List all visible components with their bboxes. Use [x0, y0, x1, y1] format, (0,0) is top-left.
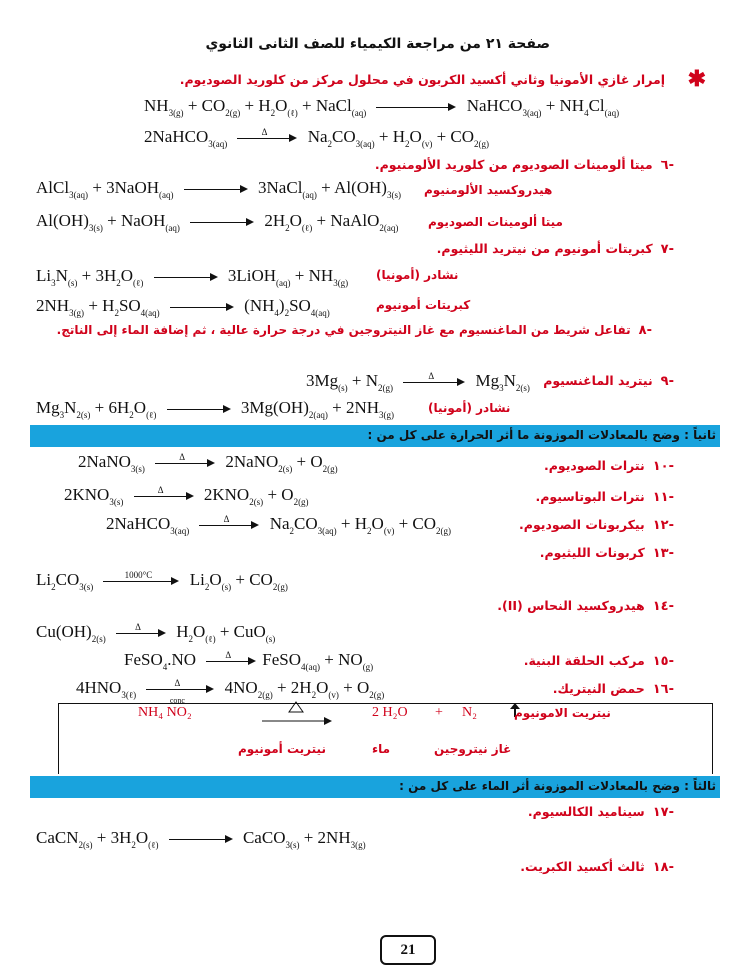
equation-2: 2NaHCO$_{3(aq)}$ Δ $Na_2CO_{3(aq)} + H_2O_{(v)} + CO_{2(g)}$ — [144, 127, 490, 149]
reaction-arrow — [170, 300, 234, 314]
reaction-arrow: Δ — [237, 131, 297, 145]
reaction-arrow: Δ — [116, 626, 166, 640]
box-title: نيتريت الامونيوم — [514, 706, 611, 720]
section-3-header — [30, 776, 720, 798]
label-ammonia-2: نشادر (أمونيا) — [428, 401, 511, 415]
item-8: -٨تفاعل شريط من الماغنسيوم مع غاز النيتروجين في درجة حرارة عالية ، ثم إضافة الماء إلى الناتج. — [56, 323, 652, 338]
equation-14: FeSO$_4$.NO Δ FeSO$_{4(aq)}$ + $NO_{(g)}$ — [124, 650, 374, 672]
box-reactant: NH₄ NO₂ — [138, 705, 192, 720]
item-18: -١٨ثالث أكسيد الكبريت. — [520, 859, 674, 875]
item-13: -١٣كربونات الليثيوم. — [539, 545, 674, 561]
page-title: صفحة ٢١ من مراجعة الكيمياء للصف الثانى الثانوي — [205, 36, 550, 52]
equation-1: $NH_{3(g)} + CO_{2(g)} + H_2O_{(\ell)}$ + NaCl$_{(aq)}$ NaHCO$_{3(aq)}$ + $NH_4Cl_{(aq)}$ — [144, 96, 620, 118]
item-17: -١٧سيناميد الكالسيوم. — [527, 804, 674, 820]
section-2-title: ثانياً : وضح بالمعادلات الموزونة ما أثر الحرارة على كل من : — [367, 428, 716, 442]
label-ammonium-sulfate: كبريتات أمونيوم — [376, 298, 471, 312]
reaction-arrow — [169, 832, 233, 846]
equation-8: $Mg_3N_{2(s)} + 6H_2O_{(\ell)}$ $3Mg(OH)_{2(aq)} + 2NH_{3(g)}$ — [36, 398, 395, 420]
triangle-icon — [288, 700, 304, 718]
section-3-title: ثالثاً : وضح بالمعادلات الموزونة أثر الماء على كل من : — [399, 779, 716, 793]
equation-5: $Li_3N_{(s)} + 3H_2O_{(\ell)}$ 3LiOH$_{(aq)}$ + $NH_{3(g)}$ — [36, 266, 349, 288]
box-label-water: ماء — [372, 742, 391, 756]
equation-7: $3Mg_{(s)} + N_{2(g)}$ Δ $Mg_3N_{2(s)}$ — [306, 371, 530, 393]
label-ammonia-1: نشادر (أمونيا) — [376, 268, 459, 282]
reaction-arrow — [376, 100, 456, 114]
item-15: -١٥مركب الحلقة البنية. — [523, 653, 674, 669]
equation-4: $Al(OH)_{3(s)}$ + NaOH$_{(aq)}$ $2H_2O_{(\ell)}$ + NaAlO$_{2(aq)}$ — [36, 211, 399, 233]
equation-15: $4HNO_{3(\ell)}$ Δ conc $4NO_{2(g)} + 2H_2O_{(v)} + O_{2(g)}$ — [76, 678, 385, 706]
item-7: -٧كبريتات أمونيوم من نيتريد الليثيوم. — [436, 241, 674, 257]
box-plus: + — [435, 705, 443, 720]
reaction-arrow: Δ — [155, 456, 215, 470]
item-10: -١٠نترات الصوديوم. — [543, 458, 674, 474]
equation-10: $2KNO_{3(s)}$ Δ $2KNO_{2(s)} + O_{2(g)}$ — [64, 485, 309, 507]
reaction-arrow: Δ conc — [146, 682, 214, 696]
reaction-arrow: Δ — [199, 518, 259, 532]
reaction-arrow — [190, 215, 254, 229]
equation-11: 2NaHCO$_{3(aq)}$ Δ $Na_2CO_{3(aq)} + H_2O_{(v)} + CO_{2(g)}$ — [106, 514, 452, 536]
box-label-nitrogen: غاز نيتروجين — [434, 742, 512, 756]
box-product-nitrogen: N₂ — [462, 705, 477, 720]
item-9: -٩نيتريد الماغنسيوم — [543, 373, 674, 389]
reaction-arrow: Δ — [134, 489, 194, 503]
page-number: 21 — [380, 935, 436, 965]
item-14: -١٤هيدروكسيد النحاس (II). — [497, 598, 674, 614]
reaction-arrow: Δ — [403, 375, 465, 389]
label-sodium-meta-aluminate: ميتا ألومينات الصوديوم — [428, 215, 563, 229]
section-2-header — [30, 425, 720, 447]
item-11: -١١نترات البوتاسيوم. — [535, 489, 674, 505]
star-icon: ✱ — [687, 66, 706, 91]
equation-16: CaCN$_{2(s)}$ + $3H_2O_{(\ell)}$ CaCO$_{3(s)}$ + $2NH_{3(g)}$ — [36, 828, 366, 850]
equation-3: AlCl$_{3(aq)}$ + 3NaOH$_{(aq)}$ 3NaCl$_{(aq)}$ + $Al(OH)_{3(s)}$ — [36, 178, 401, 200]
reaction-arrow: Δ — [206, 654, 256, 668]
box-product-water: 2 H₂O — [372, 705, 408, 720]
star-item-text: إمرار غازي الأمونيا وثاني أكسيد الكربون في محلول مركز من كلوريد الصوديوم. — [179, 72, 665, 87]
equation-9: 2NaNO$_{3(s)}$ Δ 2NaNO$_{2(s)}$ + $O_{2(g)}$ — [78, 452, 338, 474]
box-label-ammonium-nitrite: نيتريت أمونيوم — [238, 742, 326, 756]
reaction-arrow — [167, 402, 231, 416]
equation-12: $Li_2CO_{3(s)}$ 1000°C $Li_2O_{(s)} + CO_{2(g)}$ — [36, 570, 288, 592]
equation-6: $2NH_{3(g)} + H_2SO_{4(aq)}$ $(NH_4)_2SO_{4(aq)}$ — [36, 296, 330, 318]
item-16: -١٦حمض النيتريك. — [552, 681, 674, 697]
item-6: -٦ميتا ألومينات الصوديوم من كلوريد الألومنيوم. — [374, 157, 674, 173]
item-12: -١٢بيكربونات الصوديوم. — [519, 517, 674, 533]
equation-13: $Cu(OH)_{2(s)}$ Δ $H_2O_{(\ell)} + CuO_{(s)}$ — [36, 622, 276, 644]
reaction-arrow — [184, 182, 248, 196]
reaction-arrow: 1000°C — [103, 574, 179, 588]
label-aluminium-hydroxide: هيدروكسيد الألومنيوم — [424, 183, 553, 197]
reaction-arrow — [154, 270, 218, 284]
